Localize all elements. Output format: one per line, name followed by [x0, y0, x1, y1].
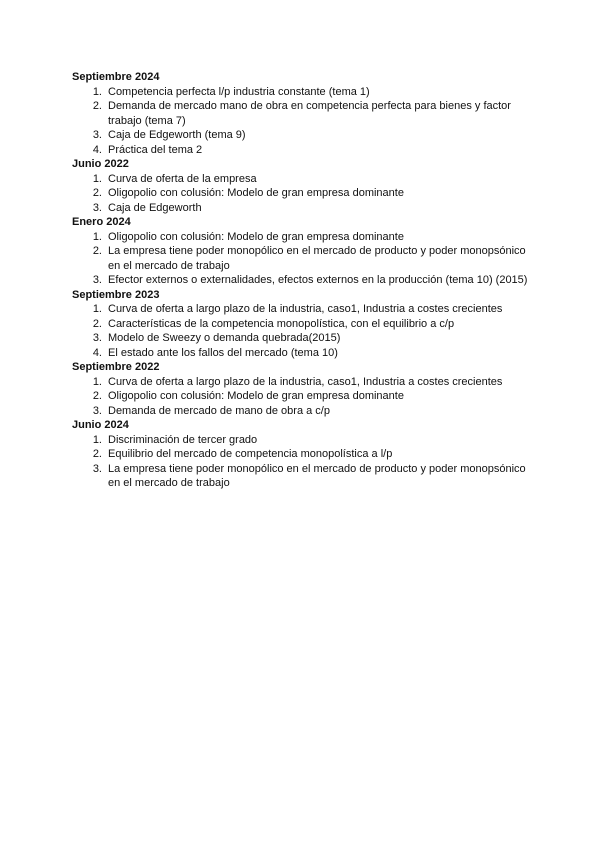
- list-item-number: 1.: [92, 433, 102, 446]
- list-item-number: 4.: [92, 143, 102, 156]
- list-item-text: Demanda de mercado de mano de obra a c/p: [108, 404, 330, 417]
- list-item-text: Competencia perfecta l/p industria constante (tema 1): [108, 85, 370, 98]
- document-page: [72, 70, 532, 491]
- list-item-number: 1.: [92, 172, 102, 185]
- list-item-text: Curva de oferta de la empresa: [108, 172, 257, 185]
- exam-section: [72, 288, 532, 361]
- list-item: [72, 331, 532, 346]
- list-item-text: La empresa tiene poder monopólico en el mercado de producto y poder monopsónico en el mercado de trabajo: [108, 245, 526, 272]
- list-item: [72, 99, 532, 128]
- list-item-text: Equilibrio del mercado de competencia monopolística a l/p: [108, 448, 393, 460]
- list-item: [72, 346, 532, 361]
- list-item: [72, 273, 532, 288]
- list-item: [72, 375, 532, 390]
- list-item: [72, 244, 532, 273]
- list-item-text: Discriminación de tercer grado: [108, 433, 258, 446]
- section-title: Septiembre 2024: [72, 71, 160, 83]
- list-item-text: Caja de Edgeworth (tema 9): [108, 129, 246, 141]
- list-item: [72, 302, 532, 317]
- exam-section: [72, 418, 532, 491]
- exam-section: [72, 215, 532, 288]
- exam-section: [72, 360, 532, 418]
- list-item-number: 4.: [92, 346, 102, 359]
- list-item-number: 3.: [92, 274, 102, 286]
- list-item: [72, 389, 532, 404]
- section-title: Junio 2022: [72, 158, 129, 170]
- list-item-number: 1.: [92, 303, 102, 315]
- list-item: [72, 447, 532, 462]
- list-item: [72, 128, 532, 143]
- list-item-text: Características de la competencia monopolística, con el equilibrio a c/p: [108, 317, 455, 330]
- list-item-number: 1.: [92, 85, 102, 98]
- list-item: [72, 172, 532, 187]
- list-item-text: Práctica del tema 2: [108, 143, 203, 156]
- section-title: Junio 2024: [72, 419, 129, 431]
- list-item-number: 3.: [92, 332, 102, 344]
- list-item-text: Efector externos o externalidades, efectos externos en la producción (tema 10) (2015): [108, 274, 528, 286]
- list-item-text: Oligopolio con colusión: Modelo de gran empresa dominante: [108, 187, 404, 199]
- list-item-number: 2.: [92, 100, 102, 112]
- list-item: [72, 201, 532, 216]
- list-item: [72, 143, 532, 158]
- section-title: Septiembre 2023: [72, 288, 160, 301]
- list-item: [72, 317, 532, 332]
- list-item-text: Curva de oferta a largo plazo de la industria, caso1, Industria a costes crecientes: [108, 375, 503, 388]
- exam-section: [72, 70, 532, 157]
- list-item: [72, 462, 532, 491]
- list-item: [72, 433, 532, 448]
- list-item-text: El estado ante los fallos del mercado (tema 10): [108, 346, 338, 359]
- list-item-text: La empresa tiene poder monopólico en el mercado de producto y poder monopsónico en el mercado de trabajo: [108, 462, 526, 489]
- list-item-text: Caja de Edgeworth: [108, 201, 202, 214]
- list-item-text: Oligopolio con colusión: Modelo de gran empresa dominante: [108, 390, 404, 402]
- list-item: [72, 230, 532, 245]
- section-title: Enero 2024: [72, 216, 131, 228]
- list-item: [72, 85, 532, 100]
- list-item-number: 3.: [92, 462, 102, 475]
- list-item-text: Curva de oferta a largo plazo de la industria, caso1, Industria a costes crecientes: [108, 303, 503, 315]
- list-item-text: Demanda de mercado mano de obra en competencia perfecta para bienes y factor trabajo (tema 7): [108, 100, 511, 127]
- list-item-number: 2.: [92, 245, 102, 257]
- section-title: Septiembre 2022: [72, 361, 160, 373]
- list-item-number: 2.: [92, 317, 102, 330]
- list-item-number: 3.: [92, 129, 102, 141]
- list-item-text: Oligopolio con colusión: Modelo de gran empresa dominante: [108, 230, 404, 243]
- list-item-number: 1.: [92, 375, 102, 388]
- list-item: [72, 186, 532, 201]
- exam-section: [72, 157, 532, 215]
- list-item: [72, 404, 532, 419]
- list-item-number: 2.: [92, 390, 102, 402]
- list-item-number: 3.: [92, 404, 102, 417]
- list-item-text: Modelo de Sweezy o demanda quebrada(2015): [108, 332, 341, 344]
- list-item-number: 3.: [92, 201, 102, 214]
- list-item-number: 2.: [92, 187, 102, 199]
- list-item-number: 1.: [92, 230, 102, 243]
- list-item-number: 2.: [92, 448, 102, 460]
